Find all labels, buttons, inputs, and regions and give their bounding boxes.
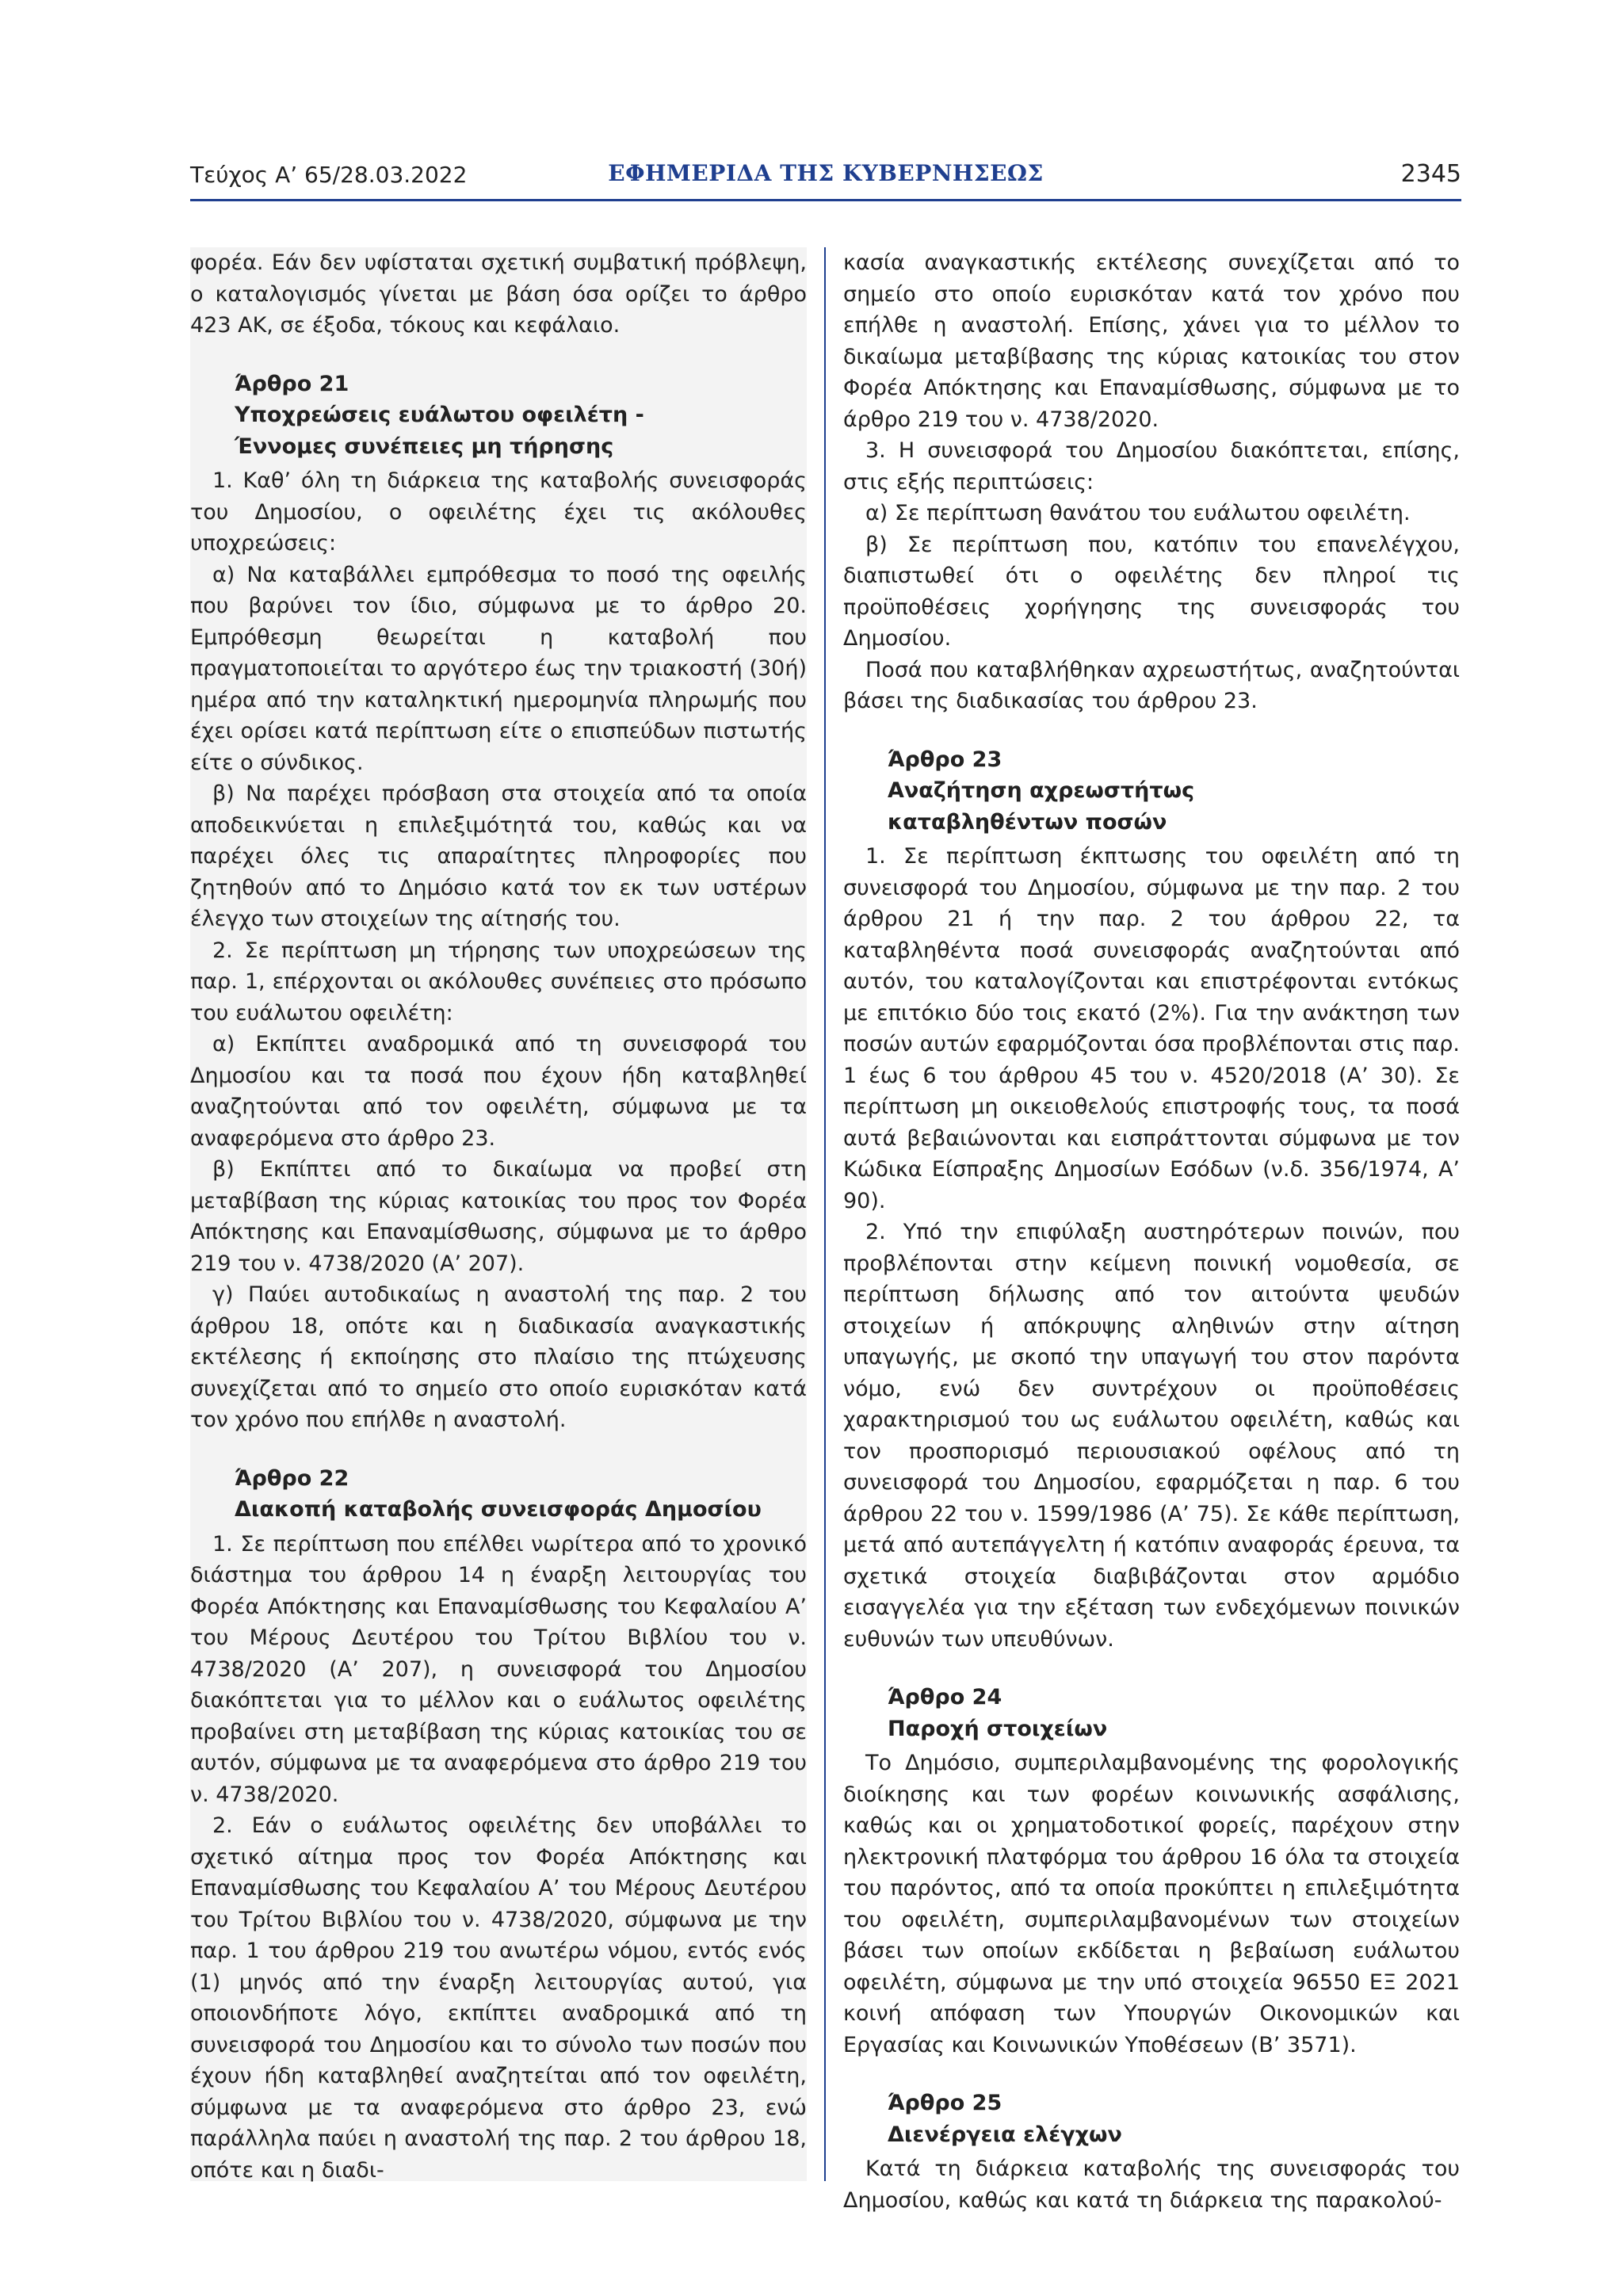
paragraph: φορέα. Εάν δεν υφίσταται σχετική συμβατική πρόβλεψη, ο καταλογισμός γίνεται με βάση όσα ορίζει το άρθρο 423 ΑΚ, σε έξοδα, τόκους και κεφάλαιο. bbox=[190, 250, 807, 338]
article-title: Αναζήτηση αχρεωστήτως bbox=[888, 778, 1195, 803]
article-number: Άρθρο 22 bbox=[235, 1465, 349, 1491]
paragraph: 1. Καθ’ όλη τη διάρκεια της καταβολής συνεισφοράς του Δημοσίου, ο οφειλέτης έχει τις ακόλουθες υποχρεώσεις: bbox=[190, 468, 807, 556]
paragraph: κασία αναγκαστικής εκτέλεσης συνεχίζεται από το σημείο στο οποίο ευρισκόταν κατά τον χρόνο που επήλθε η αναστολή. Επίσης, χάνει για το μέλλον το δικαίωμα μεταβίβασης της κύριας κατοικίας του στον Φορέα Απόκτησης και Επαναμίσθωσης, σύμφωνα με το άρθρο 219 του ν. 4738/2020. bbox=[843, 250, 1460, 432]
page-header bbox=[190, 157, 1461, 197]
page-number: 2345 bbox=[1400, 160, 1461, 188]
article-number: Άρθρο 25 bbox=[888, 2091, 1002, 2115]
paragraph: Ποσά που καταβλήθηκαν αχρεωστήτως, αναζητούνται βάσει της διαδικασίας του άρθρου 23. bbox=[843, 657, 1460, 713]
article-heading bbox=[190, 369, 807, 463]
article-title: Διενέργεια ελέγχων bbox=[888, 2122, 1122, 2147]
paragraph: α) Να καταβάλλει εμπρόθεσμα το ποσό της οφειλής που βαρύνει τον ίδιο, σύμφωνα με το άρθρο 20. Εμπρόθεσμη θεωρείται η καταβολή που πραγματοποιείται το αργότερο έως την τριακοστή (30ή) ημέρα από την καταληκτική ημερομηνία πληρωμής που έχει ορίσει κατά περίπτωση είτε ο επισπεύδων πιστωτής είτε ο σύνδικος. bbox=[190, 562, 807, 775]
header-rule bbox=[190, 199, 1461, 201]
article-title: Διακοπή καταβολής συνεισφοράς Δημοσίου bbox=[235, 1497, 762, 1522]
paragraph: Κατά τη διάρκεια καταβολής της συνεισφοράς του Δημοσίου, καθώς και κατά τη διάρκεια της παρακολού- bbox=[843, 2157, 1460, 2213]
paragraph: 1. Σε περίπτωση που επέλθει νωρίτερα από το χρονικό διάστημα του άρθρου 14 η έναρξη λειτουργίας του Φορέα Απόκτησης και Επαναμίσθωσης του Κεφαλαίου Α’ του Μέρους Δευτέρου του Τρίτου Βιβλίου του ν. 4738/2020 (Α’ 207), η συνεισφορά του Δημοσίου διακόπτεται για το μέλλον και ο ευάλωτος οφειλέτης προβαίνει στη μεταβίβαση της κύριας κατοικίας του σε αυτόν, σύμφωνα με τα αναφερόμενα στο άρθρο 219 του ν. 4738/2020. bbox=[190, 1531, 807, 1807]
paragraph: α) Εκπίπτει αναδρομικά από τη συνεισφορά του Δημοσίου και τα ποσά που έχουν ήδη καταβληθεί αναζητούνται από τον οφειλέτη, σύμφωνα με τα αναφερόμενα στο άρθρο 23. bbox=[190, 1032, 807, 1151]
paragraph: Το Δημόσιο, συμπεριλαμβανομένης της φορολογικής διοίκησης και των φορέων κοινωνικής ασφάλισης, καθώς και οι χρηματοδοτικοί φορείς, παρέχουν στην ηλεκτρονική πλατφόρμα του άρθρου 16 όλα τα στοιχεία του παρόντος, από τα οποία προκύπτει η επιλεξιμότητα του οφειλέτη, συμπεριλαμβανομένων των στοιχείων βάσει των οποίων εκδίδεται η βεβαίωση ευάλωτου οφειλέτη, σύμφωνα με την υπό στοιχεία 96550 ΕΞ 2021 κοινή απόφαση των Υπουργών Οικονομικών και Εργασίας και Κοινωνικών Υποθέσεων (Β’ 3571). bbox=[843, 1751, 1460, 2057]
left-column bbox=[190, 247, 807, 2181]
article-title: καταβληθέντων ποσών bbox=[888, 809, 1167, 835]
paragraph: 2. Υπό την επιφύλαξη αυστηρότερων ποινών, που προβλέπονται στην κείμενη ποινική νομοθεσία, σε περίπτωση δήλωσης από τον αιτούντα ψευδών στοιχείων ή απόκρυψης αληθινών στην αίτηση υπαγωγής, με σκοπό την υπαγωγή του στον παρόντα νόμο, ενώ δεν συντρέχουν οι προϋποθέσεις χαρακτηρισμού του ως ευάλωτου οφειλέτη, καθώς και τον προσπορισμό περιουσιακού οφέλους από τη συνεισφορά του Δημοσίου, εφαρμόζεται η παρ. 6 του άρθρου 22 του ν. 1599/1986 (Α’ 75). Σε κάθε περίπτωση, μετά από αυτεπάγγελτη ή κατόπιν αναφοράς έρευνα, τα σχετικά στοιχεία διαβιβάζονται στον αρμόδιο εισαγγελέα για την εξέταση των ενδεχόμενων ποινικών ευθυνών των υπευθύνων. bbox=[843, 1220, 1460, 1652]
article-number: Άρθρο 24 bbox=[888, 1685, 1002, 1710]
right-column bbox=[843, 247, 1460, 2213]
article-heading bbox=[843, 744, 1460, 839]
article-number: Άρθρο 23 bbox=[888, 747, 1002, 772]
paragraph: α) Σε περίπτωση θανάτου του ευάλωτου οφειλέτη. bbox=[865, 501, 1411, 525]
paragraph: 1. Σε περίπτωση έκπτωσης του οφειλέτη από τη συνεισφορά του Δημοσίου, σύμφωνα με την παρ. 2 του άρθρου 21 ή την παρ. 2 του άρθρου 22, τα καταβληθέντα ποσά συνεισφοράς αναζητούνται από αυτόν, του καταλογίζονται και επιστρέφονται εντόκως με επιτόκιο δύο τοις εκατό (2%). Για την ανάκτηση των ποσών αυτών εφαρμόζονται όσα προβλέπονται στις παρ. 1 έως 6 του άρθρου 45 του ν. 4520/2018 (Α’ 30). Σε περίπτωση μη οικειοθελούς επιστροφής τους, τα ποσά αυτά βεβαιώνονται και εισπράττονται σύμφωνα με τον Κώδικα Είσπραξης Δημοσίων Εσόδων (ν.δ. 356/1974, Α’ 90). bbox=[843, 844, 1460, 1213]
issue-label: Τεύχος Α’ 65/28.03.2022 bbox=[190, 162, 468, 188]
paragraph: 2. Σε περίπτωση μη τήρησης των υποχρεώσεων της παρ. 1, επέρχονται οι ακόλουθες συνέπειες στο πρόσωπο του ευάλωτου οφειλέτη: bbox=[190, 938, 807, 1026]
article-heading bbox=[843, 1682, 1460, 1744]
paragraph: β) Σε περίπτωση που, κατόπιν του επανελέγχου, διαπιστωθεί ότι ο οφειλέτης δεν πληροί τις προϋποθέσεις χορήγησης της συνεισφοράς του Δημοσίου. bbox=[843, 532, 1460, 651]
article-heading bbox=[843, 2088, 1460, 2150]
paragraph: β) Εκπίπτει από το δικαίωμα να προβεί στη μεταβίβαση της κύριας κατοικίας του προς τον Φορέα Απόκτησης και Επαναμίσθωσης, σύμφωνα με το άρθρο 219 του ν. 4738/2020 (Α’ 207). bbox=[190, 1157, 807, 1276]
article-title: Παροχή στοιχείων bbox=[888, 1716, 1108, 1741]
column-divider bbox=[824, 247, 826, 2181]
gazette-title: ΕΦΗΜΕΡΙΔΑ ΤΗΣ ΚΥΒΕΡΝΗΣΕΩΣ bbox=[608, 160, 1044, 186]
article-title: Υποχρεώσεις ευάλωτου οφειλέτη - bbox=[235, 403, 644, 427]
article-number: Άρθρο 21 bbox=[235, 371, 349, 396]
article-title: Έννομες συνέπειες μη τήρησης bbox=[235, 434, 614, 459]
paragraph: γ) Παύει αυτοδικαίως η αναστολή της παρ. 2 του άρθρου 18, οπότε και η διαδικασία αναγκαστικής εκτέλεσης ή εκποίησης στο πλαίσιο της πτώχευσης συνεχίζεται από το σημείο στο οποίο ευρισκόταν κατά τον χρόνο που επήλθε η αναστολή. bbox=[190, 1282, 807, 1432]
paragraph: 2. Εάν ο ευάλωτος οφειλέτης δεν υποβάλλει το σχετικό αίτημα προς τον Φορέα Απόκτησης και Επαναμίσθωσης του Κεφαλαίου Α’ του Μέρους Δευτέρου του Τρίτου Βιβλίου του ν. 4738/2020, σύμφωνα με την παρ. 1 του άρθρου 219 του ανωτέρω νόμου, εντός ενός (1) μηνός από την έναρξη λειτουργίας αυτού, για οποιονδήποτε λόγο, εκπίπτει αναδρομικά από τη συνεισφορά του Δημοσίου και το σύνολο των ποσών που έχουν ήδη καταβληθεί αναζητείται από τον οφειλέτη, σύμφωνα με τα αναφερόμενα στο άρθρο 23, ενώ παράλληλα παύει η αναστολή της παρ. 2 του άρθρου 18, οπότε και η διαδι- bbox=[190, 1813, 807, 2183]
paragraph: 3. Η συνεισφορά του Δημοσίου διακόπτεται, επίσης, στις εξής περιπτώσεις: bbox=[843, 438, 1460, 495]
paragraph: β) Να παρέχει πρόσβαση στα στοιχεία από τα οποία αποδεικνύεται η επιλεξιμότητά του, καθώς και να παρέχει όλες τις απαραίτητες πληροφορίες που ζητηθούν από το Δημόσιο κατά τον εκ των υστέρων έλεγχο των στοιχείων της αίτησής του. bbox=[190, 781, 807, 931]
article-heading bbox=[190, 1463, 807, 1526]
